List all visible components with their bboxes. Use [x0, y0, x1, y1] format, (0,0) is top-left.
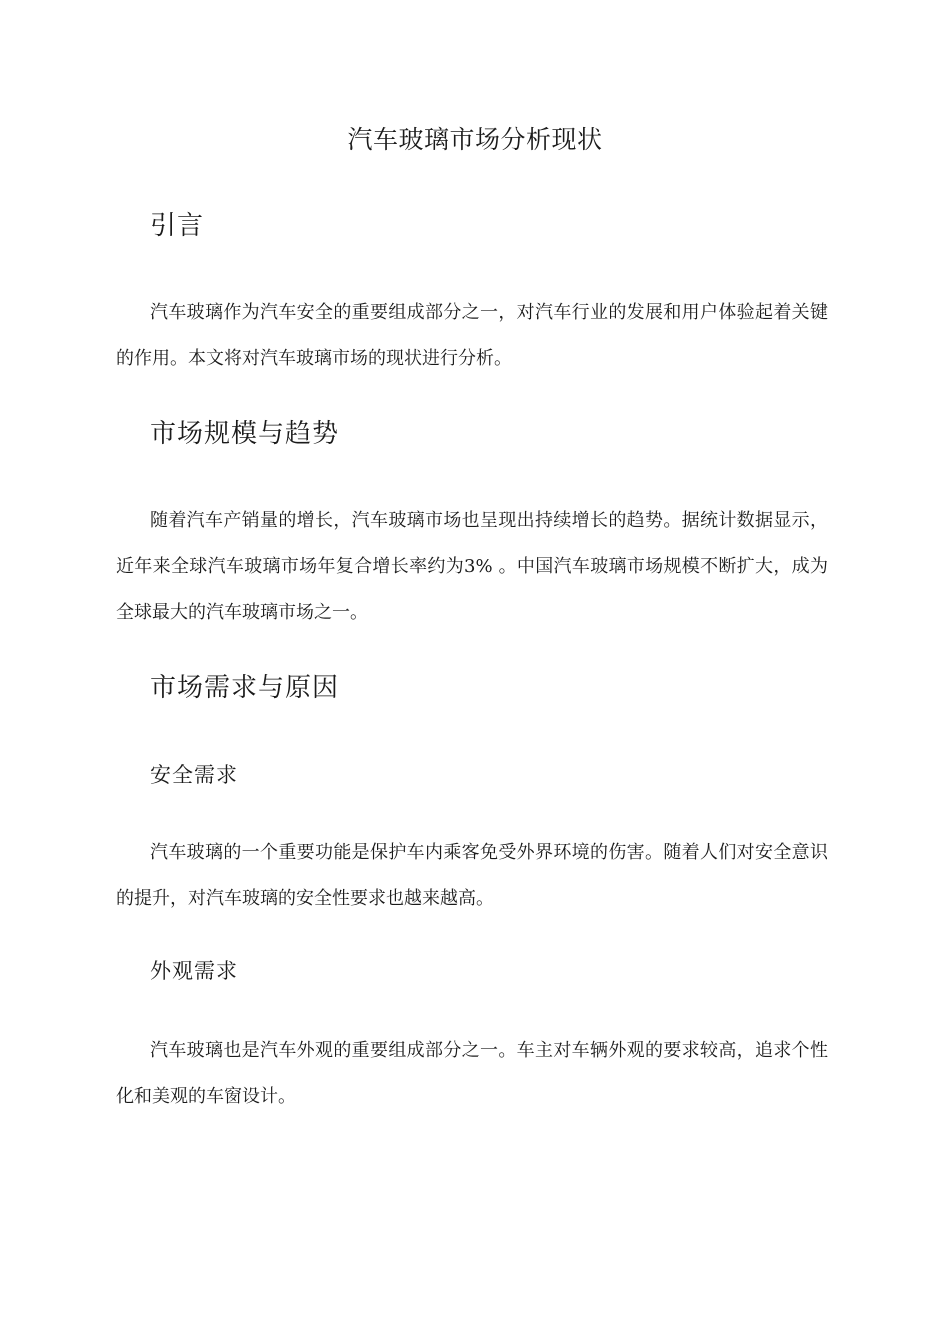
- document-title: 汽车玻璃市场分析现状: [347, 125, 603, 154]
- introduction-paragraph: 汽车玻璃作为汽车安全的重要组成部分之一，对汽车行业的发展和用户体验起着关键的作用。本文将对汽车玻璃市场的现状进行分析。: [116, 302, 828, 369]
- section-heading-market-demand: 市场需求与原因: [150, 673, 340, 703]
- section-heading-introduction: 引言: [150, 211, 205, 241]
- market-size-paragraph: 随着汽车产销量的增长，汽车玻璃市场也呈现出持续增长的趋势。据统计数据显示，近年来全球汽车玻璃市场年复合增长率约为3% 。中国汽车玻璃市场规模不断扩大，成为全球最大的汽车玻璃市场之一。: [116, 510, 828, 623]
- subsection-heading-safety: 安全需求: [150, 763, 238, 787]
- appearance-paragraph: 汽车玻璃也是汽车外观的重要组成部分之一。车主对车辆外观的要求较高，追求个性化和美观的车窗设计。: [116, 1040, 828, 1107]
- safety-paragraph: 汽车玻璃的一个重要功能是保护车内乘客免受外界环境的伤害。随着人们对安全意识的提升，对汽车玻璃的安全性要求也越来越高。: [116, 842, 828, 909]
- subsection-heading-appearance: 外观需求: [150, 959, 238, 983]
- section-heading-market-size: 市场规模与趋势: [150, 419, 340, 449]
